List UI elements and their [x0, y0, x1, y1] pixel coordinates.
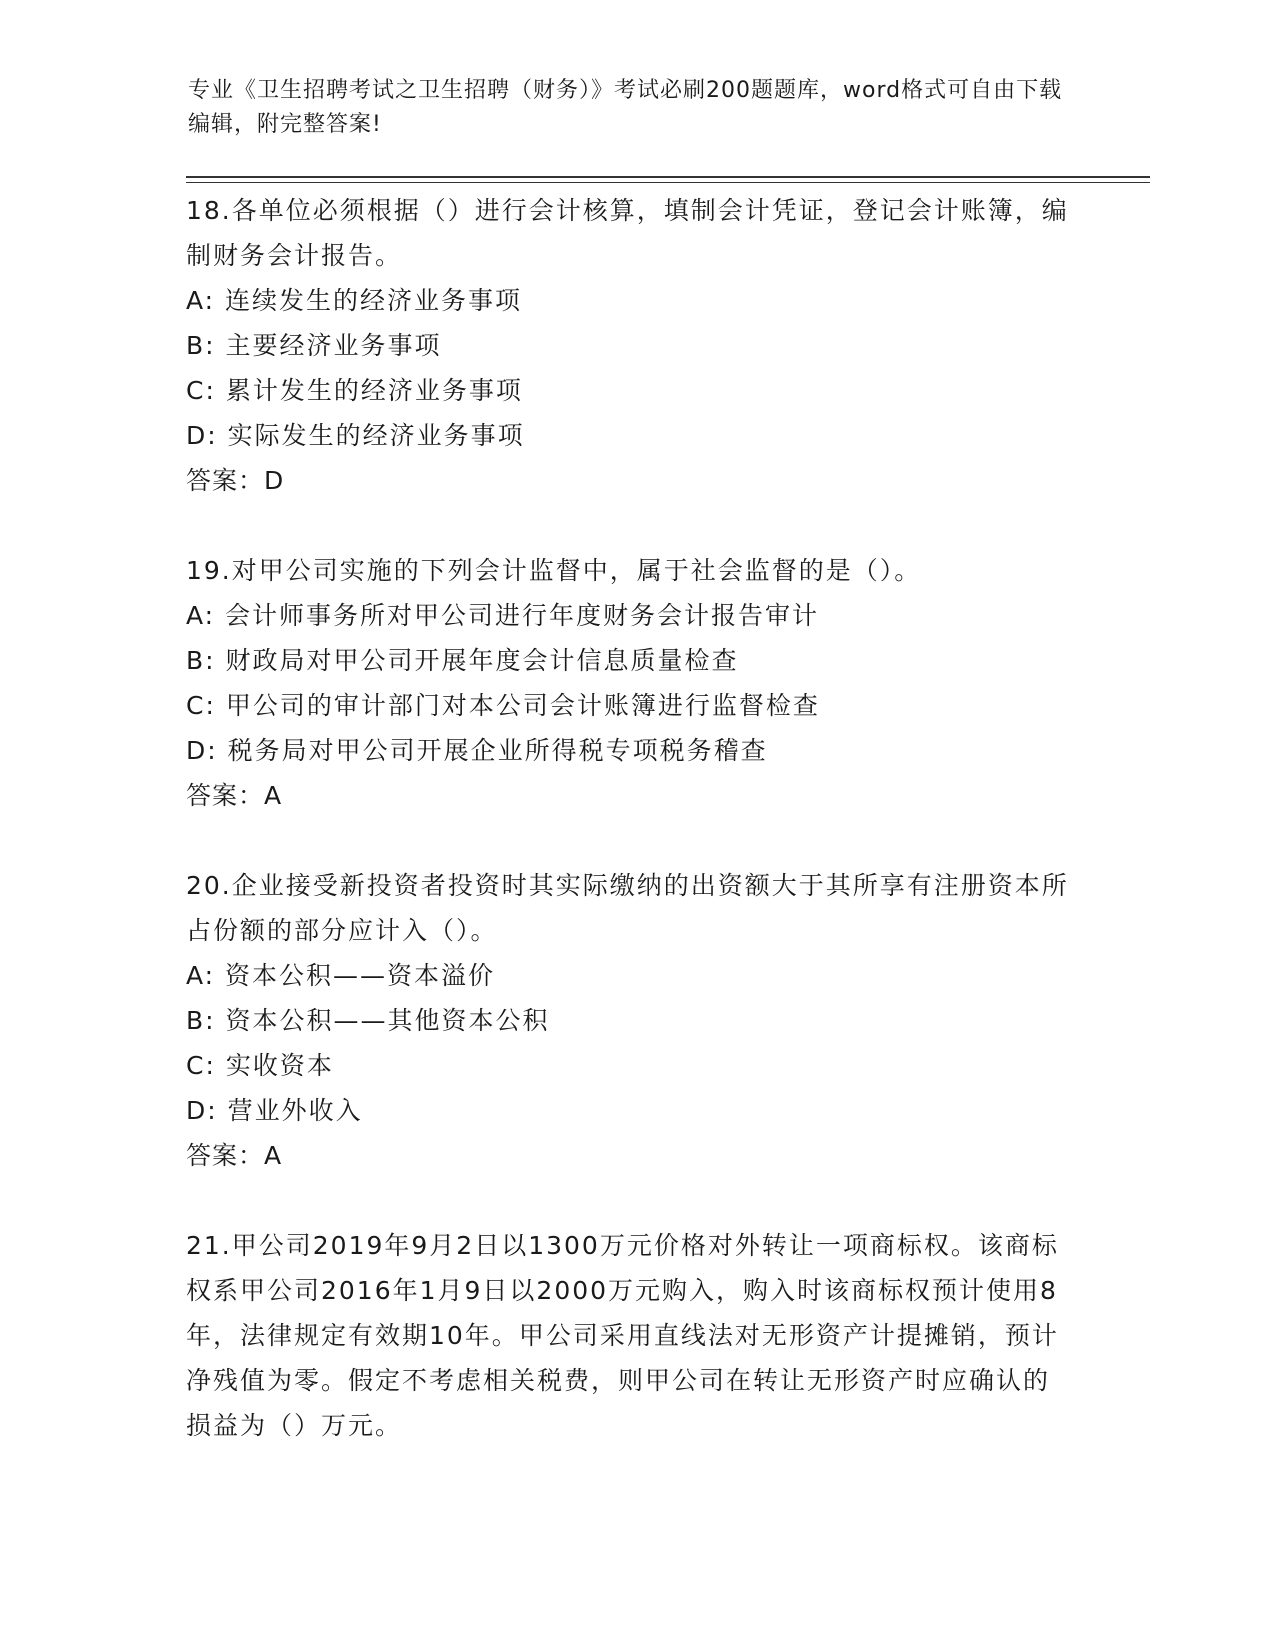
- header-divider: [186, 176, 1150, 178]
- option-a: A: 会计师事务所对甲公司进行年度财务会计报告审计: [186, 601, 820, 630]
- question-stem: 19.对甲公司实施的下列会计监督中，属于社会监督的是（）。: [186, 556, 922, 585]
- question-list: [186, 188, 1076, 1448]
- option-a: A: 连续发生的经济业务事项: [186, 286, 523, 315]
- option-c: C: 实收资本: [186, 1051, 334, 1080]
- question-21: [186, 1223, 1076, 1448]
- option-d: D: 营业外收入: [186, 1096, 363, 1125]
- option-b: B: 主要经济业务事项: [186, 331, 442, 360]
- spacer: [186, 503, 1076, 548]
- question-stem: 20.企业接受新投资者投资时其实际缴纳的出资额大于其所享有注册资本所占份额的部分应计入（）。: [186, 871, 1069, 945]
- header-divider-thin: [186, 182, 1150, 183]
- answer: 答案：A: [186, 1141, 283, 1170]
- option-d: D: 实际发生的经济业务事项: [186, 421, 525, 450]
- option-b: B: 财政局对甲公司开展年度会计信息质量检查: [186, 646, 739, 675]
- answer: 答案：D: [186, 466, 285, 495]
- option-c: C: 甲公司的审计部门对本公司会计账簿进行监督检查: [186, 691, 820, 720]
- question-stem: 21.甲公司2019年9月2日以1300万元价格对外转让一项商标权。该商标权系甲公司2016年1月9日以2000万元购入，购入时该商标权预计使用8年，法律规定有效期10年。甲公司采用直线法对无形资产计提摊销，预计净残值为零。假定不考虑相关税费，则甲公司在转让无形资产时应确认的损益为（）万元。: [186, 1231, 1059, 1440]
- option-a: A: 资本公积——资本溢价: [186, 961, 496, 990]
- spacer: [186, 818, 1076, 863]
- question-20: [186, 863, 1076, 1178]
- question-18: [186, 188, 1076, 503]
- option-b: B: 资本公积——其他资本公积: [186, 1006, 550, 1035]
- page-header: 专业《卫生招聘考试之卫生招聘（财务）》考试必刷200题题库，word格式可自由下载编辑，附完整答案!: [188, 78, 1063, 137]
- question-19: [186, 548, 1076, 818]
- spacer: [186, 1178, 1076, 1223]
- answer: 答案：A: [186, 781, 283, 810]
- question-stem: 18.各单位必须根据（）进行会计核算，填制会计凭证，登记会计账簿，编制财务会计报告。: [186, 196, 1069, 270]
- option-c: C: 累计发生的经济业务事项: [186, 376, 523, 405]
- option-d: D: 税务局对甲公司开展企业所得税专项税务稽查: [186, 736, 768, 765]
